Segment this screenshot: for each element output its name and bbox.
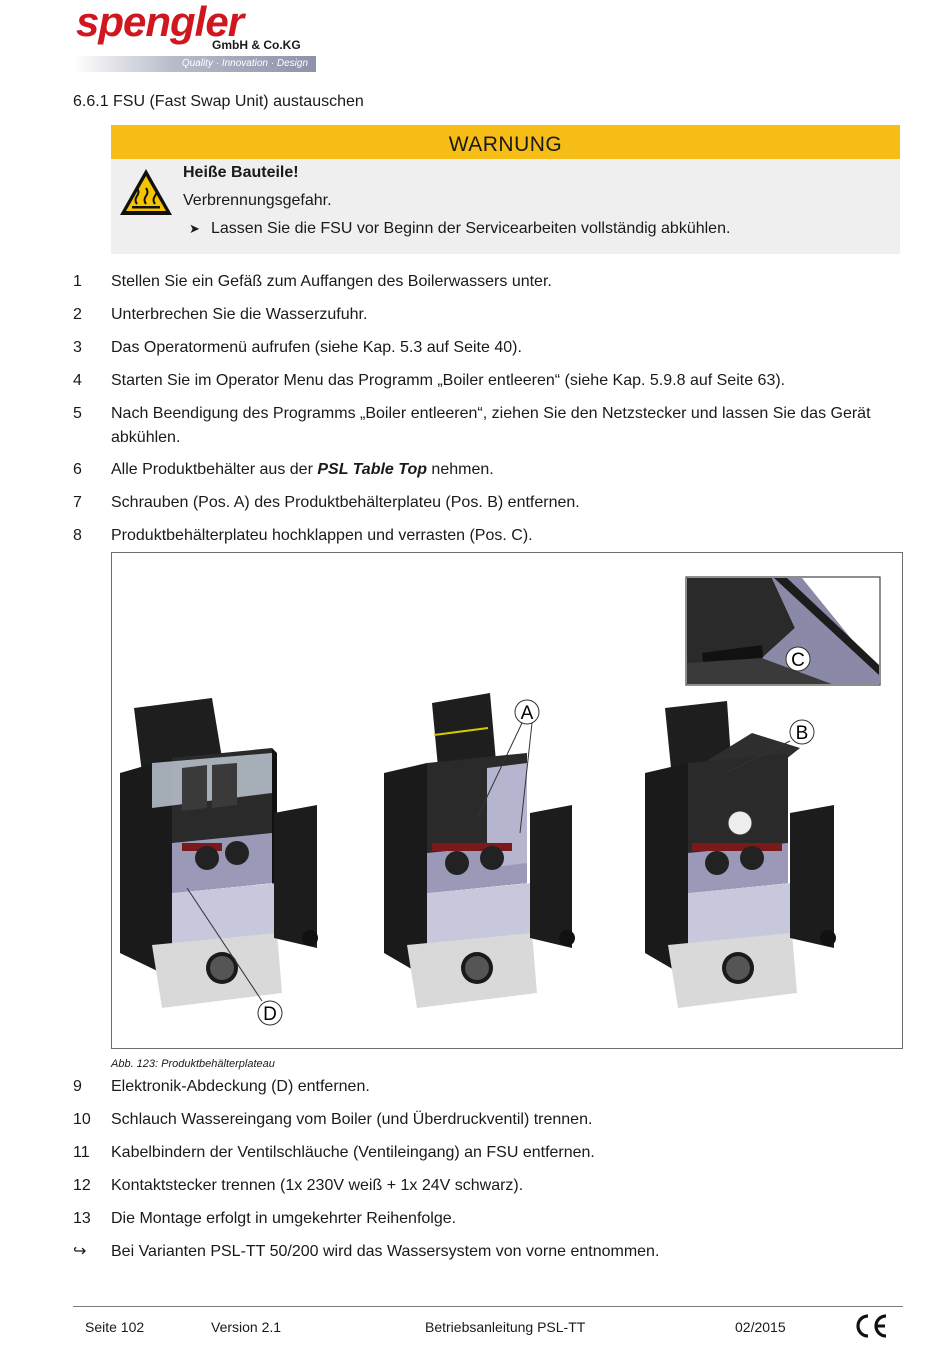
footer-date: 02/2015 xyxy=(735,1319,786,1335)
step-number: 6 xyxy=(73,461,82,478)
step-number: 5 xyxy=(73,405,82,422)
callout-b xyxy=(790,720,814,744)
step-text: Stellen Sie ein Gefäß zum Auffangen des Boilerwassers unter. xyxy=(111,273,552,290)
step-number: 12 xyxy=(73,1177,91,1194)
machine-1 xyxy=(120,698,318,1008)
hot-surface-warning-icon xyxy=(117,166,175,218)
section-title: 6.6.1 FSU (Fast Swap Unit) austauschen xyxy=(73,93,364,110)
step-text: Schlauch Wassereingang vom Boiler (und Überdruckventil) trennen. xyxy=(111,1111,593,1128)
inset-detail xyxy=(686,577,880,685)
warning-action-text: Lassen Sie die FSU vor Beginn der Servicearbeiten vollständig abkühlen. xyxy=(211,220,731,237)
machine-3 xyxy=(645,701,836,1008)
warning-action xyxy=(189,220,730,238)
step-number: 4 xyxy=(73,372,82,389)
logo-wordmark: spengler xyxy=(76,0,244,45)
warning-heading: WARNUNG xyxy=(111,125,900,159)
ce-mark-icon xyxy=(853,1312,889,1340)
machine-2 xyxy=(384,693,575,1008)
step-text: Die Montage erfolgt in umgekehrter Reihenfolge. xyxy=(111,1210,457,1227)
step-text: Bei Varianten PSL-TT 50/200 wird das Wassersystem von vorne entnommen. xyxy=(111,1243,660,1260)
company-logo xyxy=(74,2,316,72)
step-text-after: nehmen. xyxy=(426,461,494,478)
step-text: Das Operatormenü aufrufen (siehe Kap. 5.3 auf Seite 40). xyxy=(111,339,522,356)
callout-c xyxy=(786,647,810,671)
step-text: Kontaktstecker trennen (1x 230V weiß + 1x 24V schwarz). xyxy=(111,1177,524,1194)
step-text: Kabelbindern der Ventilschläuche (Ventileingang) an FSU entfernen. xyxy=(111,1144,595,1161)
step-number: 11 xyxy=(73,1144,90,1161)
callout-d xyxy=(258,1001,282,1025)
step-number: 2 xyxy=(73,306,82,323)
step-text: Produktbehälterplateu hochklappen und verrasten (Pos. C). xyxy=(111,527,533,544)
step-text: Unterbrechen Sie die Wasserzufuhr. xyxy=(111,306,368,323)
step-number: 7 xyxy=(73,494,82,511)
logo-tagline: Quality · Innovation · Design xyxy=(181,58,308,69)
step-number: 8 xyxy=(73,527,82,544)
arrow-right-icon: ➤ xyxy=(189,221,200,236)
footer-divider xyxy=(73,1306,903,1307)
step-number: 3 xyxy=(73,339,82,356)
step-number: 9 xyxy=(73,1078,82,1095)
step-text-before: Alle Produktbehälter aus der xyxy=(111,461,318,478)
figure-caption: Abb. 123: Produktbehälterplateau xyxy=(111,1058,275,1070)
callout-a-label: A xyxy=(520,703,534,724)
callout-c-label: C xyxy=(791,650,805,671)
step-text xyxy=(111,458,871,482)
step-number: 1 xyxy=(73,273,82,290)
machine-illustration xyxy=(112,553,902,1048)
callout-a xyxy=(515,700,539,724)
warning-hazard: Heiße Bauteile! xyxy=(183,164,299,181)
step-text: Schrauben (Pos. A) des Produktbehälterplateu (Pos. B) entfernen. xyxy=(111,494,580,511)
logo-company-suffix: GmbH & Co.KG xyxy=(212,38,301,52)
step-text: Nach Beendigung des Programms „Boiler entleeren“, ziehen Sie den Netzstecker und lassen Sie das Gerät abkühlen. xyxy=(111,405,871,446)
footer-manual-title: Betriebsanleitung PSL-TT xyxy=(425,1319,586,1335)
step-number: 13 xyxy=(73,1210,91,1227)
note-arrow-icon: ↪ xyxy=(73,1243,87,1260)
product-name: PSL Table Top xyxy=(317,461,427,478)
step-text: Elektronik-Abdeckung (D) entfernen. xyxy=(111,1078,370,1095)
step-text: Starten Sie im Operator Menu das Programm „Boiler entleeren“ (siehe Kap. 5.9.8 auf Seite 63). xyxy=(111,372,786,389)
footer-version: Version 2.1 xyxy=(211,1319,282,1335)
warning-danger: Verbrennungsgefahr. xyxy=(183,192,332,209)
callout-b-label: B xyxy=(795,723,809,744)
step-number: 10 xyxy=(73,1111,91,1128)
callout-d-label: D xyxy=(263,1004,277,1025)
warning-box xyxy=(111,125,900,254)
figure-product-plateau xyxy=(111,552,903,1049)
footer-page: Seite 102 xyxy=(85,1319,145,1335)
